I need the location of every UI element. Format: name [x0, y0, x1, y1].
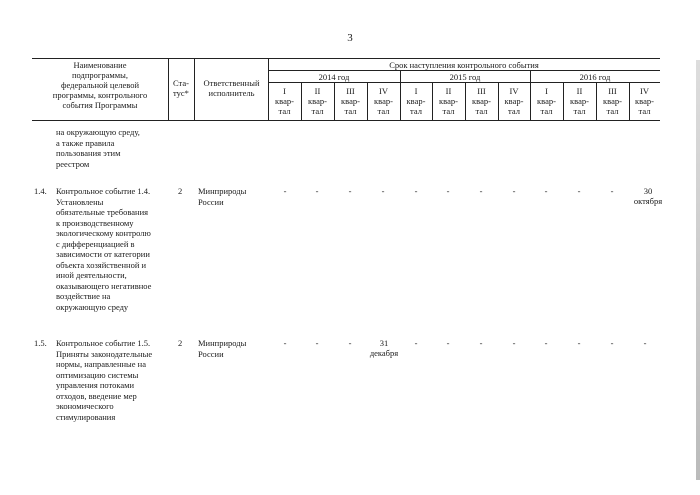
deadline-cell: -: [381, 186, 385, 196]
quarter-header: I квар- тал: [406, 86, 426, 116]
deadline-cell: -: [577, 338, 581, 348]
quarter-header: IV квар- тал: [635, 86, 654, 116]
executor: Минприроды России: [198, 186, 247, 207]
quarter-header: I квар- тал: [537, 86, 556, 116]
column-header-status: Ста- тус*: [173, 78, 189, 98]
header-bottom-rule: [32, 120, 660, 121]
event-description: Контрольное событие 1.5. Приняты законодательные нормы, направленные на оптимизацию системы управления потоками отходов, введение мер экономического стимулирования: [56, 338, 153, 422]
quarter-header: IV квар- тал: [504, 86, 524, 116]
status-value: 2: [178, 338, 183, 348]
deadline-cell: -: [348, 338, 352, 348]
years-rule: [268, 82, 660, 83]
deadline-cell: -: [577, 186, 581, 196]
deadline-cell: -: [315, 338, 319, 348]
quarter-header: III квар- тал: [341, 86, 360, 116]
deadline-cell: -: [643, 338, 647, 348]
column-header-name: Наименование подпрограммы, федеральной целевой программы, контрольного события Программы: [52, 60, 148, 110]
deadline-cell: -: [414, 338, 418, 348]
deadline-date: 31 декабря: [369, 338, 399, 358]
deadline-cell: -: [446, 186, 450, 196]
quarter-header: II квар- тал: [570, 86, 589, 116]
deadline-cell: -: [610, 186, 614, 196]
deadline-cell: -: [512, 338, 516, 348]
row-number: 1.5.: [34, 338, 47, 348]
deadline-cell: -: [315, 186, 319, 196]
deadline-rule: [268, 70, 660, 71]
quarter-header: IV квар- тал: [374, 86, 393, 116]
quarter-header: II квар- тал: [439, 86, 458, 116]
deadline-cell: -: [283, 186, 287, 196]
deadline-title: Срок наступления контрольного события: [389, 60, 539, 70]
deadline-cell: -: [348, 186, 352, 196]
column-header-executor: Ответственный исполнитель: [203, 78, 260, 98]
deadline-date: 30 октября: [633, 186, 663, 206]
quarter-header: III квар- тал: [603, 86, 622, 116]
year-2015: 2015 год: [449, 72, 481, 82]
scan-edge-shadow: [696, 60, 700, 480]
deadline-cell: -: [283, 338, 287, 348]
year-2016: 2016 год: [579, 72, 611, 82]
deadline-cell: -: [414, 186, 418, 196]
status-value: 2: [178, 186, 183, 196]
deadline-cell: -: [479, 186, 483, 196]
deadline-cell: -: [446, 338, 450, 348]
page-number: 3: [347, 32, 353, 44]
deadline-cell: -: [544, 186, 548, 196]
continuation-text: на окружающую среду, а также правила пользования этим реестром: [56, 127, 140, 169]
row-number: 1.4.: [34, 186, 47, 196]
quarter-header: II квар- тал: [308, 86, 327, 116]
deadline-cell: -: [512, 186, 516, 196]
executor: Минприроды России: [198, 338, 247, 359]
quarter-header: I квар- тал: [275, 86, 294, 116]
deadline-cell: -: [479, 338, 483, 348]
event-description: Контрольное событие 1.4. Установлены обязательные требования к производственному экологическому контролю с дифференциацией в зависимости от категории объекта хозяйственной и иной деятельности, оказывающего негативное воздействие на окружающую среду: [56, 186, 152, 312]
deadline-cell: -: [610, 338, 614, 348]
deadline-cell: -: [544, 338, 548, 348]
header-top-rule: [32, 58, 660, 59]
quarter-header: III квар- тал: [472, 86, 491, 116]
year-2014: 2014 год: [318, 72, 350, 82]
